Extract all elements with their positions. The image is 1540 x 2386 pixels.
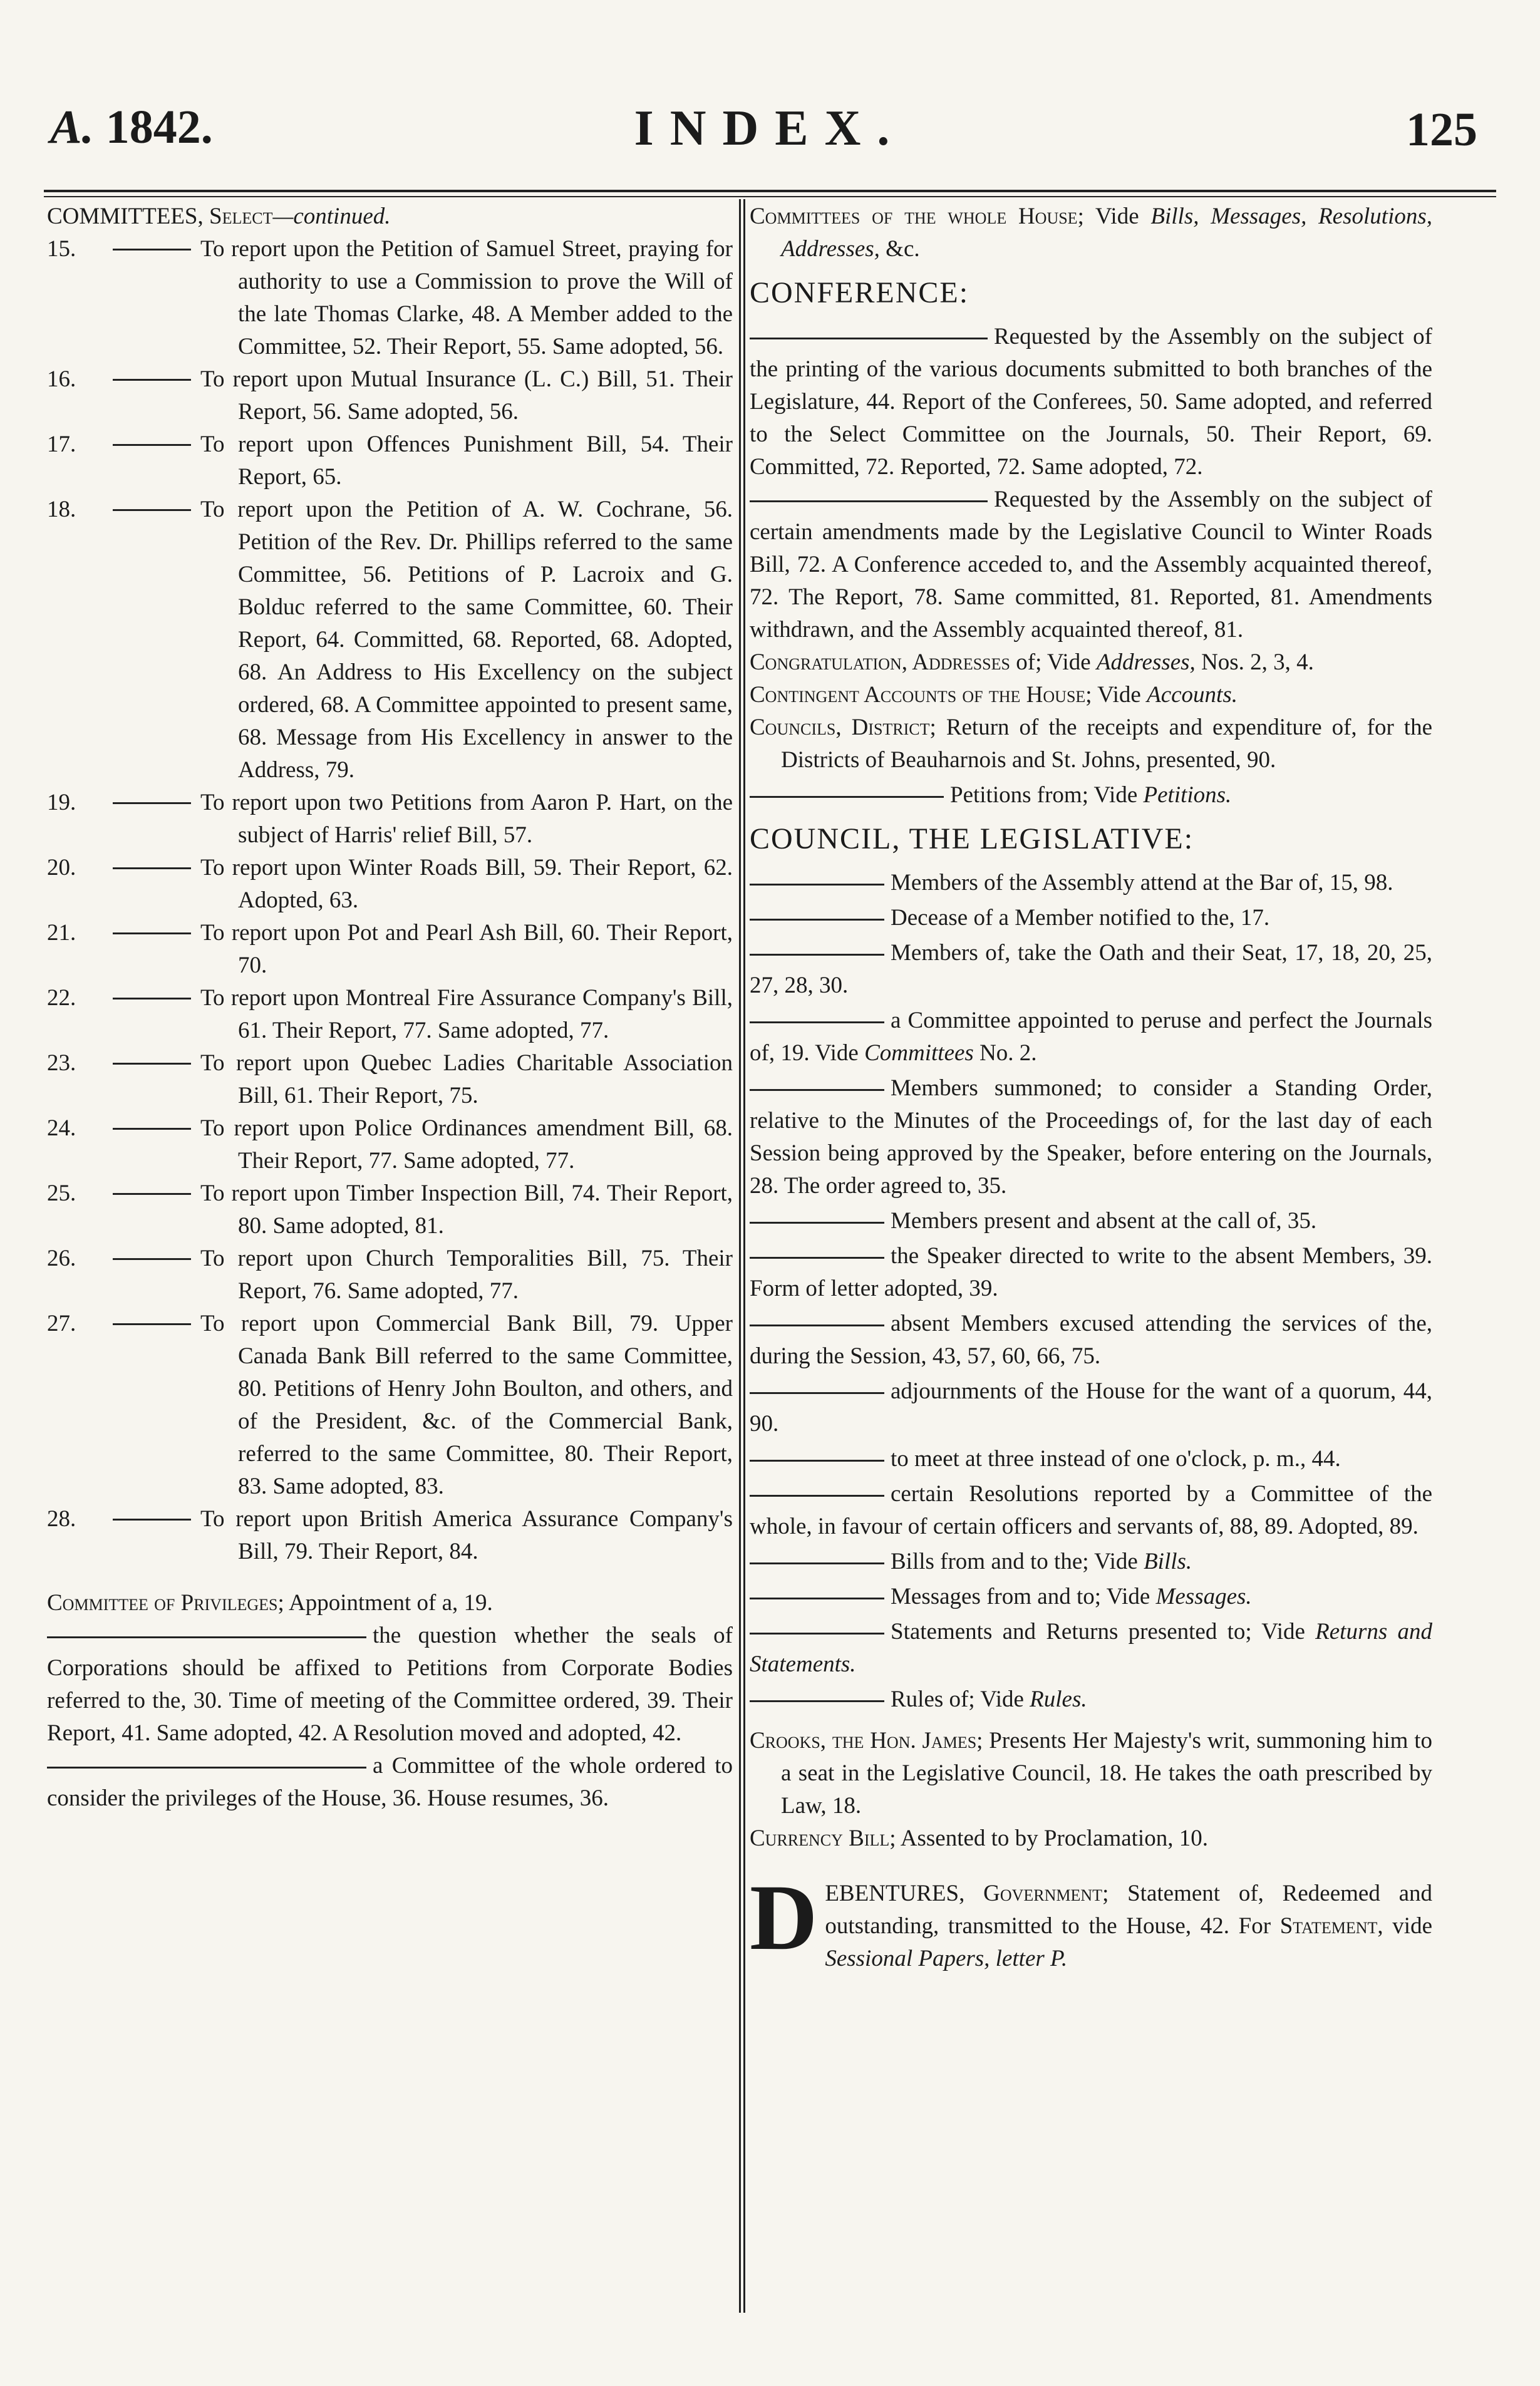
dash-rule xyxy=(750,1222,884,1224)
committee-item xyxy=(47,233,733,363)
dash-rule xyxy=(113,1063,191,1065)
legislative-sub-entry xyxy=(750,1478,1432,1543)
privileges-sub-2: a Committee of the whole ordered to consider the privileges of the House, 36. House resumes, 36. xyxy=(47,1753,733,1811)
sub-text: certain Resolutions reported by a Committee of the whole, in favour of certain officers and servants of, 88, 89. Adopted, 89. xyxy=(750,1481,1432,1539)
item-number: 21. xyxy=(47,920,76,946)
item-number: 22. xyxy=(47,985,76,1011)
legislative-sub-entry xyxy=(750,1004,1432,1070)
sub-text: Members of the Assembly attend at the Bar of, 15, 98. xyxy=(891,870,1393,896)
item-number: 16. xyxy=(47,366,76,392)
page-title: INDEX. xyxy=(634,101,906,156)
committee-item xyxy=(47,1308,733,1503)
column-divider-right xyxy=(743,199,745,2313)
conference-sub-2: Requested by the Assembly on the subject of certain amendments made by the Legislative Council to Winter Roads Bill, 72. A Conference acceded to, and the Assembly acquainted thereof, 72. The Report, 78. Same committed, 81. Reported, 81. Amendments withdrawn, and the Assembly acquainted thereof, 81. xyxy=(750,487,1432,643)
item-text: To report upon Quebec Ladies Charitable Association Bill, 61. Their Report, 75. xyxy=(200,1050,733,1108)
dash-rule xyxy=(750,919,884,921)
legislative-sub-entry xyxy=(750,1072,1432,1202)
item-text: To report upon Offences Punishment Bill, 54. Their Report, 65. xyxy=(200,431,733,490)
dash-rule xyxy=(750,1089,884,1091)
dash-rule xyxy=(750,954,884,956)
dash-rule xyxy=(750,1700,884,1702)
privileges-entry: Committee of Privileges; Appointment of a, 19. xyxy=(47,1590,493,1616)
continued-heading: COMMITTEES, Select—continued. xyxy=(47,204,391,229)
committee-item xyxy=(47,363,733,428)
dash-rule xyxy=(750,1460,884,1462)
item-text: To report upon two Petitions from Aaron P. Hart, on the subject of Harris' relief Bill, 57. xyxy=(200,790,733,848)
dash-rule xyxy=(750,500,988,502)
item-number: 27. xyxy=(47,1311,76,1336)
legislative-council-list xyxy=(750,867,1432,1716)
dash-rule xyxy=(113,1258,191,1260)
item-text: To report upon Police Ordinances amendment Bill, 68. Their Report, 77. Same adopted, 77. xyxy=(200,1115,733,1174)
item-number: 20. xyxy=(47,855,76,881)
legislative-sub-entry xyxy=(750,1308,1432,1373)
item-text: To report upon British America Assurance Company's Bill, 79. Their Report, 84. xyxy=(200,1506,733,1564)
legislative-sub-entry xyxy=(750,902,1432,934)
dash-rule xyxy=(750,338,988,339)
dash-rule xyxy=(113,802,191,804)
dash-rule xyxy=(750,884,884,886)
legislative-sub-entry xyxy=(750,1375,1432,1440)
privileges-sub-1: the question whether the seals of Corporations should be affixed to Petitions from Corporate Bodies referred to the, 30. Time of meeting of the Committee ordered, 39. Their Report, 41. Same adopted, 42. A Resolution moved and adopted, 42. xyxy=(47,1623,733,1746)
congratulation-entry: Congratulation, Addresses of; Vide Addresses, Nos. 2, 3, 4. xyxy=(750,649,1314,675)
dash-rule xyxy=(47,1767,366,1769)
item-number: 19. xyxy=(47,790,76,815)
item-number: 28. xyxy=(47,1506,76,1532)
dash-rule xyxy=(750,1633,884,1635)
sub-tail: No. 2. xyxy=(973,1040,1037,1066)
sub-text: Decease of a Member notified to the, 17. xyxy=(891,905,1270,931)
page-header xyxy=(44,100,1496,163)
committee-item xyxy=(47,1242,733,1308)
committee-item xyxy=(47,428,733,493)
item-text: To report upon Church Temporalities Bill, 75. Their Report, 76. Same adopted, 77. xyxy=(200,1246,733,1304)
item-text: To report upon Winter Roads Bill, 59. Their Report, 62. Adopted, 63. xyxy=(200,855,733,913)
dash-rule xyxy=(750,1325,884,1326)
committee-item xyxy=(47,1047,733,1112)
legislative-sub-entry xyxy=(750,1443,1432,1475)
dash-rule xyxy=(113,867,191,869)
legislative-sub-entry xyxy=(750,1616,1432,1681)
vide-ref: Committees xyxy=(864,1040,974,1066)
item-text: To report upon the Petition of A. W. Cochrane, 56. Petition of the Rev. Dr. Phillips referred to the same Committee, 56. Petitions of P. Lacroix and G. Bolduc referred to the same Committee, 60. Their Report, 64. Committed, 68. Reported, 68. Adopted, 68. An Address to His Excellency on the subject ordered, 68. A Committee appointed to present same, 68. Message from His Excellency in answer to the Address, 79. xyxy=(200,497,733,783)
legislative-sub-entry xyxy=(750,1546,1432,1578)
item-number: 15. xyxy=(47,236,76,262)
dash-rule xyxy=(113,1519,191,1521)
dash-rule xyxy=(750,1598,884,1599)
select-committee-list xyxy=(47,233,733,1568)
sub-text: Members summoned; to consider a Standing Order, relative to the Minutes of the Proceedings of, for the last day of each Session being approved by the Speaker, before entering on the Journals, 28. The order agreed to, 35. xyxy=(750,1075,1432,1199)
sub-text: the Speaker directed to write to the absent Members, 39. Form of letter adopted, 39. xyxy=(750,1243,1432,1301)
drop-cap: D xyxy=(750,1866,818,1970)
councils-sub: Petitions from; Vide Petitions. xyxy=(750,779,1432,812)
sub-text: adjournments of the House for the want of a quorum, 44, 90. xyxy=(750,1378,1432,1437)
dash-rule xyxy=(113,444,191,446)
councils-entry: Councils, District; Return of the receipts and expenditure of, for the Districts of Beauharnois and St. Johns, presented, 90. xyxy=(750,715,1433,773)
crooks-entry: Crooks, the Hon. James; Presents Her Majesty's writ, summoning him to a seat in the Legislative Council, 18. He takes the oath prescribed by Law, 18. xyxy=(750,1728,1432,1819)
committee-item xyxy=(47,1177,733,1242)
contingent-entry: Contingent Accounts of the House; Vide Accounts. xyxy=(750,682,1238,708)
sub-text: Rules of; Vide xyxy=(891,1686,1030,1712)
item-text: To report upon the Petition of Samuel Street, praying for authority to use a Commission to prove the Will of the late Thomas Clarke, 48. A Member added to the Committee, 52. Their Report, 55. Same adopted, 56. xyxy=(200,236,733,359)
item-text: To report upon Montreal Fire Assurance Company's Bill, 61. Their Report, 77. Same adopted, 77. xyxy=(200,985,733,1043)
currency-entry: Currency Bill; Assented to by Proclamation, 10. xyxy=(750,1826,1208,1851)
vide-ref: Rules. xyxy=(1030,1686,1087,1712)
legislative-sub-entry xyxy=(750,1581,1432,1613)
vide-ref: Bills. xyxy=(1144,1549,1192,1574)
dash-rule xyxy=(113,379,191,381)
committee-item xyxy=(47,787,733,852)
sub-text: Bills from and to the; Vide xyxy=(891,1549,1144,1574)
item-text: To report upon Timber Inspection Bill, 74. Their Report, 80. Same adopted, 81. xyxy=(200,1180,733,1239)
header-year: A. 1842. xyxy=(50,101,213,153)
committee-item xyxy=(47,852,733,917)
debentures-entry: D EBENTURES, Government; Statement of, Redeemed and outstanding, transmitted to the House, 42. For Statement, vide Sessional Papers, letter P. xyxy=(750,1866,1433,1971)
committee-item xyxy=(47,1503,733,1568)
dash-rule xyxy=(750,1495,884,1497)
item-number: 24. xyxy=(47,1115,76,1141)
right-column xyxy=(750,200,1432,1975)
committee-item xyxy=(47,493,733,787)
sub-text: Statements and Returns presented to; Vide xyxy=(891,1619,1316,1645)
dash-rule xyxy=(750,1392,884,1394)
legislative-sub-entry xyxy=(750,1683,1432,1716)
item-number: 18. xyxy=(47,497,76,522)
sub-text: Messages from and to; Vide xyxy=(891,1584,1156,1609)
vide-ref: Messages. xyxy=(1155,1584,1252,1609)
dash-rule xyxy=(750,1021,884,1023)
legislative-sub-entry xyxy=(750,937,1432,1002)
committee-item xyxy=(47,1112,733,1177)
sub-text: absent Members excused attending the services of the, during the Session, 43, 57, 60, 66, 75. xyxy=(750,1311,1432,1369)
dash-rule xyxy=(750,796,944,798)
item-number: 23. xyxy=(47,1050,76,1076)
legislative-sub-entry xyxy=(750,867,1432,899)
header-rule-thick xyxy=(44,190,1496,192)
dash-rule xyxy=(113,932,191,934)
sub-text: Members present and absent at the call of, 35. xyxy=(891,1208,1317,1234)
item-text: To report upon Commercial Bank Bill, 79. Upper Canada Bank Bill referred to the same Committee, 80. Petitions of Henry John Boulton, and others, and of the President, &c. of the Commercial Bank, referred to the same Committee, 80. Their Report, 83. Same adopted, 83. xyxy=(200,1311,733,1499)
dash-rule xyxy=(113,1193,191,1195)
left-column xyxy=(47,200,733,1815)
item-number: 17. xyxy=(47,431,76,457)
sub-text: Members of, take the Oath and their Seat, 17, 18, 20, 25, 27, 28, 30. xyxy=(750,940,1432,998)
dash-rule xyxy=(113,509,191,511)
dash-rule xyxy=(113,249,191,250)
item-text: To report upon Pot and Pearl Ash Bill, 60. Their Report, 70. xyxy=(200,920,733,978)
sub-text: to meet at three instead of one o'clock, p. m., 44. xyxy=(891,1446,1341,1472)
legislative-sub-entry xyxy=(750,1240,1432,1305)
column-divider-left xyxy=(739,199,741,2313)
conference-sub-1: Requested by the Assembly on the subject of the printing of the various documents submitted to both branches of the Legislature, 44. Report of the Conferees, 50. Same adopted, and referred to the Select Committee on the Journals, 50. Their Report, 69. Committed, 72. Reported, 72. Same adopted, 72. xyxy=(750,324,1432,480)
whole-house-entry: Committees of the whole House; Vide Bills, Messages, Resolutions, Addresses, &c. xyxy=(750,204,1432,262)
item-number: 26. xyxy=(47,1246,76,1271)
dash-rule xyxy=(113,998,191,999)
conference-heading: CONFERENCE: xyxy=(750,276,969,309)
item-number: 25. xyxy=(47,1180,76,1206)
dash-rule xyxy=(750,1562,884,1564)
dash-rule xyxy=(113,1323,191,1325)
item-text: To report upon Mutual Insurance (L. C.) Bill, 51. Their Report, 56. Same adopted, 56. xyxy=(200,366,733,425)
committee-item xyxy=(47,982,733,1047)
header-rule-thin xyxy=(44,196,1496,197)
dash-rule xyxy=(750,1257,884,1259)
sub-text: a Committee appointed to peruse and perfect the Journals of, 19. Vide xyxy=(750,1008,1432,1066)
page-number: 125 xyxy=(1406,103,1477,156)
vide-ref: Returns and Statements. xyxy=(750,1619,1432,1677)
committee-item xyxy=(47,917,733,982)
legislative-sub-entry xyxy=(750,1205,1432,1237)
dash-rule xyxy=(113,1128,191,1130)
dash-rule xyxy=(47,1636,366,1638)
legislative-council-heading: COUNCIL, THE LEGISLATIVE: xyxy=(750,822,1194,855)
